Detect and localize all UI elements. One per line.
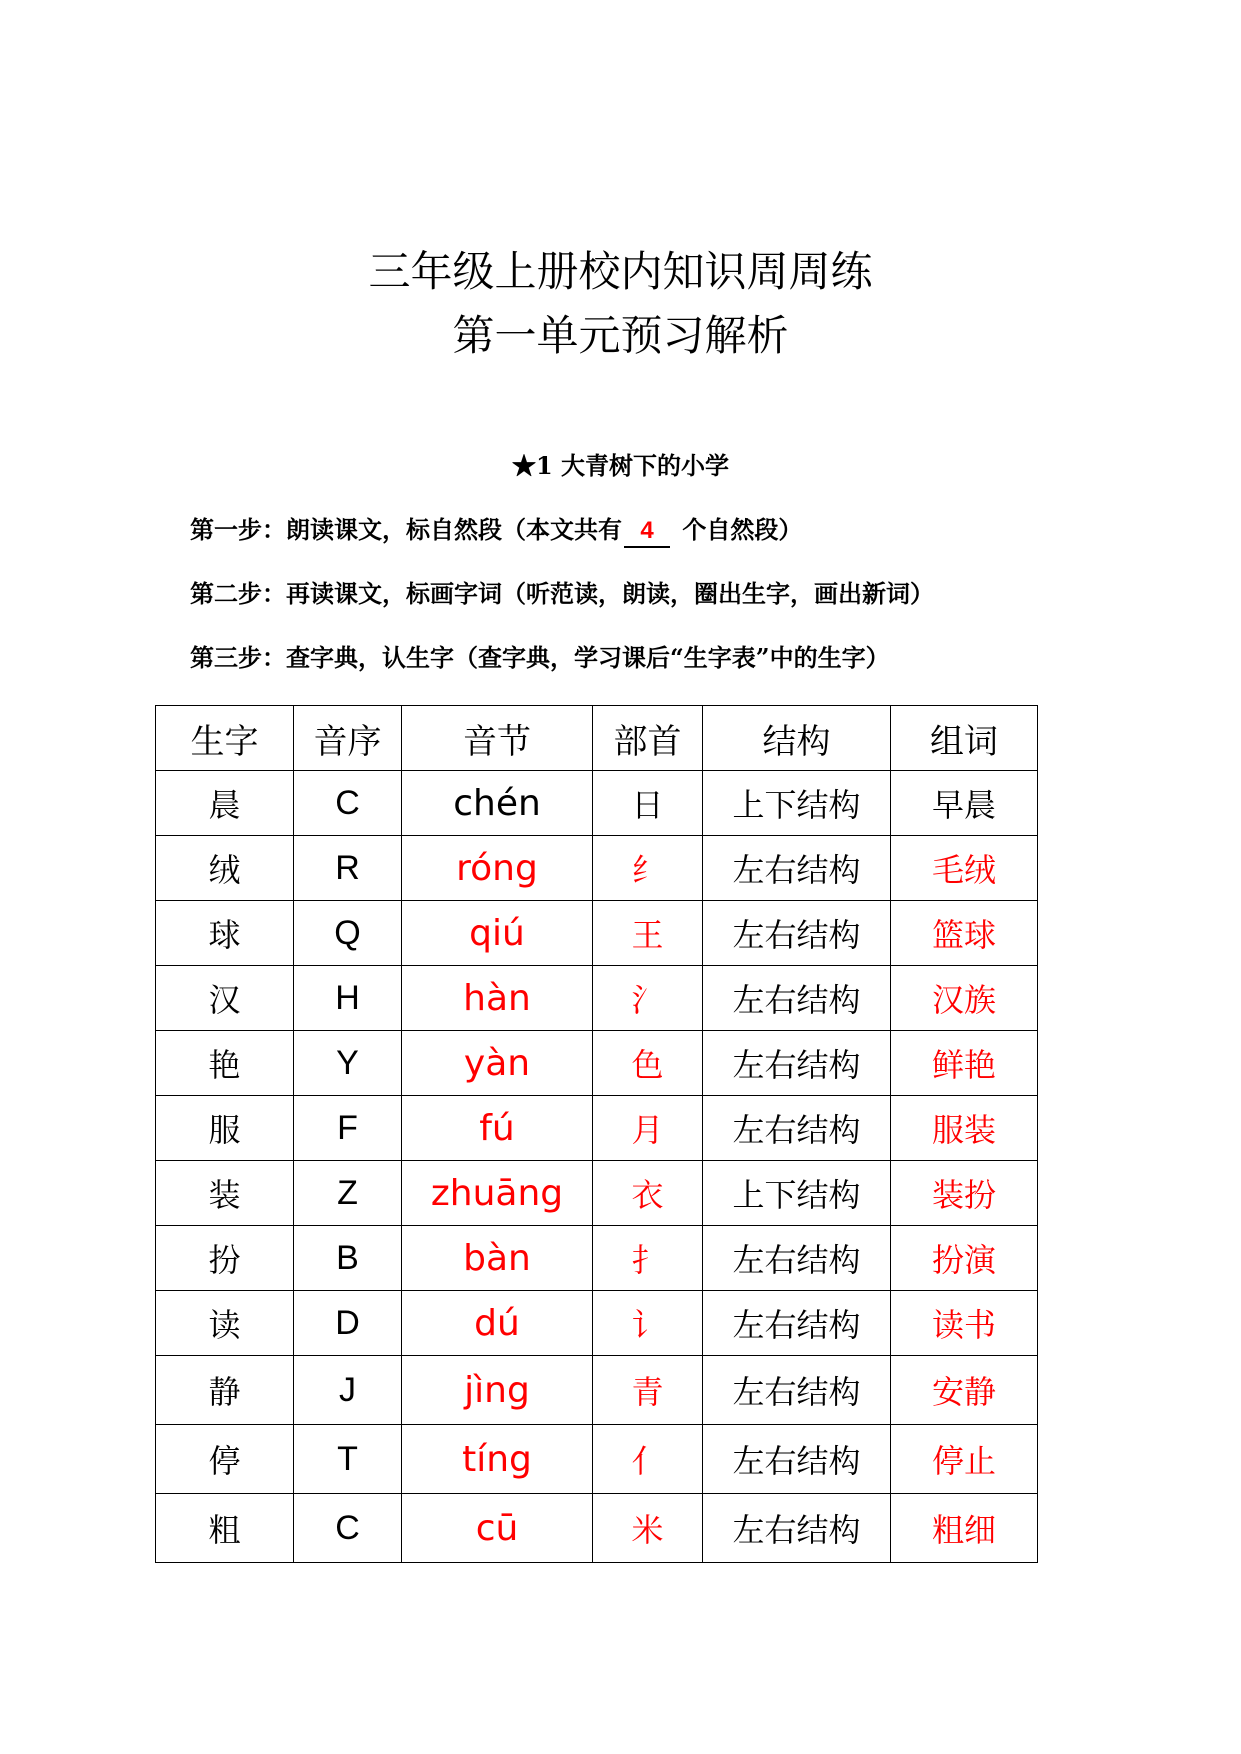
cell-radical: 日 xyxy=(593,771,703,836)
cell-pinyin: dú xyxy=(402,1291,593,1356)
step-one-prefix: 第一步：朗读课文，标自然段（本文共有 xyxy=(190,515,622,544)
cell-radical: 讠 xyxy=(593,1291,703,1356)
cell-word: 装扮 xyxy=(891,1161,1038,1226)
cell-word: 安静 xyxy=(891,1356,1038,1425)
cell-structure: 左右结构 xyxy=(703,966,891,1031)
table-header-row xyxy=(156,706,1038,771)
step-two: 第二步：再读课文，标画字词（听范读，朗读，圈出生字，画出新词） xyxy=(190,579,934,608)
cell-char: 绒 xyxy=(156,836,294,901)
step-one-suffix: 个自然段） xyxy=(674,515,803,544)
cell-radical: 亻 xyxy=(593,1425,703,1494)
table-row xyxy=(156,1096,1038,1161)
cell-seq: D xyxy=(294,1291,402,1356)
cell-structure: 左右结构 xyxy=(703,836,891,901)
cell-pinyin: jìng xyxy=(402,1356,593,1425)
cell-word: 早晨 xyxy=(891,771,1038,836)
cell-radical: 纟 xyxy=(593,836,703,901)
cell-word: 粗细 xyxy=(891,1494,1038,1563)
cell-char: 服 xyxy=(156,1096,294,1161)
cell-pinyin: qiú xyxy=(402,901,593,966)
cell-pinyin: tíng xyxy=(402,1425,593,1494)
cell-seq: H xyxy=(294,966,402,1031)
cell-char: 汉 xyxy=(156,966,294,1031)
cell-radical: 衣 xyxy=(593,1161,703,1226)
cell-char: 艳 xyxy=(156,1031,294,1096)
cell-char: 球 xyxy=(156,901,294,966)
cell-char: 停 xyxy=(156,1425,294,1494)
table-row xyxy=(156,966,1038,1031)
cell-seq: Q xyxy=(294,901,402,966)
cell-structure: 左右结构 xyxy=(703,1031,891,1096)
paragraph-count-answer: 4 xyxy=(624,516,670,548)
cell-char: 读 xyxy=(156,1291,294,1356)
table-row xyxy=(156,1356,1038,1425)
cell-seq: C xyxy=(294,1494,402,1563)
header-char: 生字 xyxy=(156,706,294,771)
cell-radical: 米 xyxy=(593,1494,703,1563)
cell-word: 扮演 xyxy=(891,1226,1038,1291)
cell-word: 篮球 xyxy=(891,901,1038,966)
cell-seq: Y xyxy=(294,1031,402,1096)
cell-structure: 左右结构 xyxy=(703,1356,891,1425)
new-characters-table xyxy=(155,705,1038,1563)
table-row xyxy=(156,771,1038,836)
cell-word: 停止 xyxy=(891,1425,1038,1494)
cell-radical: 扌 xyxy=(593,1226,703,1291)
cell-seq: R xyxy=(294,836,402,901)
lesson-title: ★1 大青树下的小学 xyxy=(511,451,730,480)
cell-structure: 左右结构 xyxy=(703,1291,891,1356)
cell-seq: B xyxy=(294,1226,402,1291)
cell-seq: T xyxy=(294,1425,402,1494)
cell-structure: 上下结构 xyxy=(703,771,891,836)
table-row xyxy=(156,1425,1038,1494)
cell-pinyin: róng xyxy=(402,836,593,901)
cell-char: 晨 xyxy=(156,771,294,836)
header-seq: 音序 xyxy=(294,706,402,771)
table-row xyxy=(156,1494,1038,1563)
table-row xyxy=(156,1291,1038,1356)
cell-pinyin: cū xyxy=(402,1494,593,1563)
table-row xyxy=(156,1031,1038,1096)
cell-radical: 月 xyxy=(593,1096,703,1161)
cell-char: 静 xyxy=(156,1356,294,1425)
cell-word: 毛绒 xyxy=(891,836,1038,901)
step-three: 第三步：查字典，认生字（查字典，学习课后“生字表”中的生字） xyxy=(190,643,890,672)
cell-seq: F xyxy=(294,1096,402,1161)
cell-seq: J xyxy=(294,1356,402,1425)
cell-char: 装 xyxy=(156,1161,294,1226)
header-word: 组词 xyxy=(891,706,1038,771)
cell-pinyin: bàn xyxy=(402,1226,593,1291)
table-row xyxy=(156,1161,1038,1226)
cell-char: 扮 xyxy=(156,1226,294,1291)
cell-structure: 上下结构 xyxy=(703,1161,891,1226)
cell-radical: 青 xyxy=(593,1356,703,1425)
cell-structure: 左右结构 xyxy=(703,901,891,966)
cell-radical: 色 xyxy=(593,1031,703,1096)
cell-word: 读书 xyxy=(891,1291,1038,1356)
page-title: 三年级上册校内知识周周练 xyxy=(368,247,873,296)
header-structure: 结构 xyxy=(703,706,891,771)
cell-word: 汉族 xyxy=(891,966,1038,1031)
step-one xyxy=(190,512,802,548)
cell-pinyin: yàn xyxy=(402,1031,593,1096)
table-body xyxy=(156,771,1038,1563)
cell-structure: 左右结构 xyxy=(703,1096,891,1161)
table-row xyxy=(156,836,1038,901)
cell-word: 服装 xyxy=(891,1096,1038,1161)
cell-pinyin: hàn xyxy=(402,966,593,1031)
cell-radical: 王 xyxy=(593,901,703,966)
cell-structure: 左右结构 xyxy=(703,1494,891,1563)
cell-word: 鲜艳 xyxy=(891,1031,1038,1096)
cell-pinyin: fú xyxy=(402,1096,593,1161)
cell-pinyin: zhuāng xyxy=(402,1161,593,1226)
header-radical: 部首 xyxy=(593,706,703,771)
page-subtitle: 第一单元预习解析 xyxy=(452,311,789,360)
table-row xyxy=(156,1226,1038,1291)
cell-radical: 氵 xyxy=(593,966,703,1031)
header-pinyin: 音节 xyxy=(402,706,593,771)
cell-structure: 左右结构 xyxy=(703,1226,891,1291)
cell-structure: 左右结构 xyxy=(703,1425,891,1494)
table-row xyxy=(156,901,1038,966)
cell-char: 粗 xyxy=(156,1494,294,1563)
cell-seq: Z xyxy=(294,1161,402,1226)
cell-pinyin: chén xyxy=(402,771,593,836)
cell-seq: C xyxy=(294,771,402,836)
